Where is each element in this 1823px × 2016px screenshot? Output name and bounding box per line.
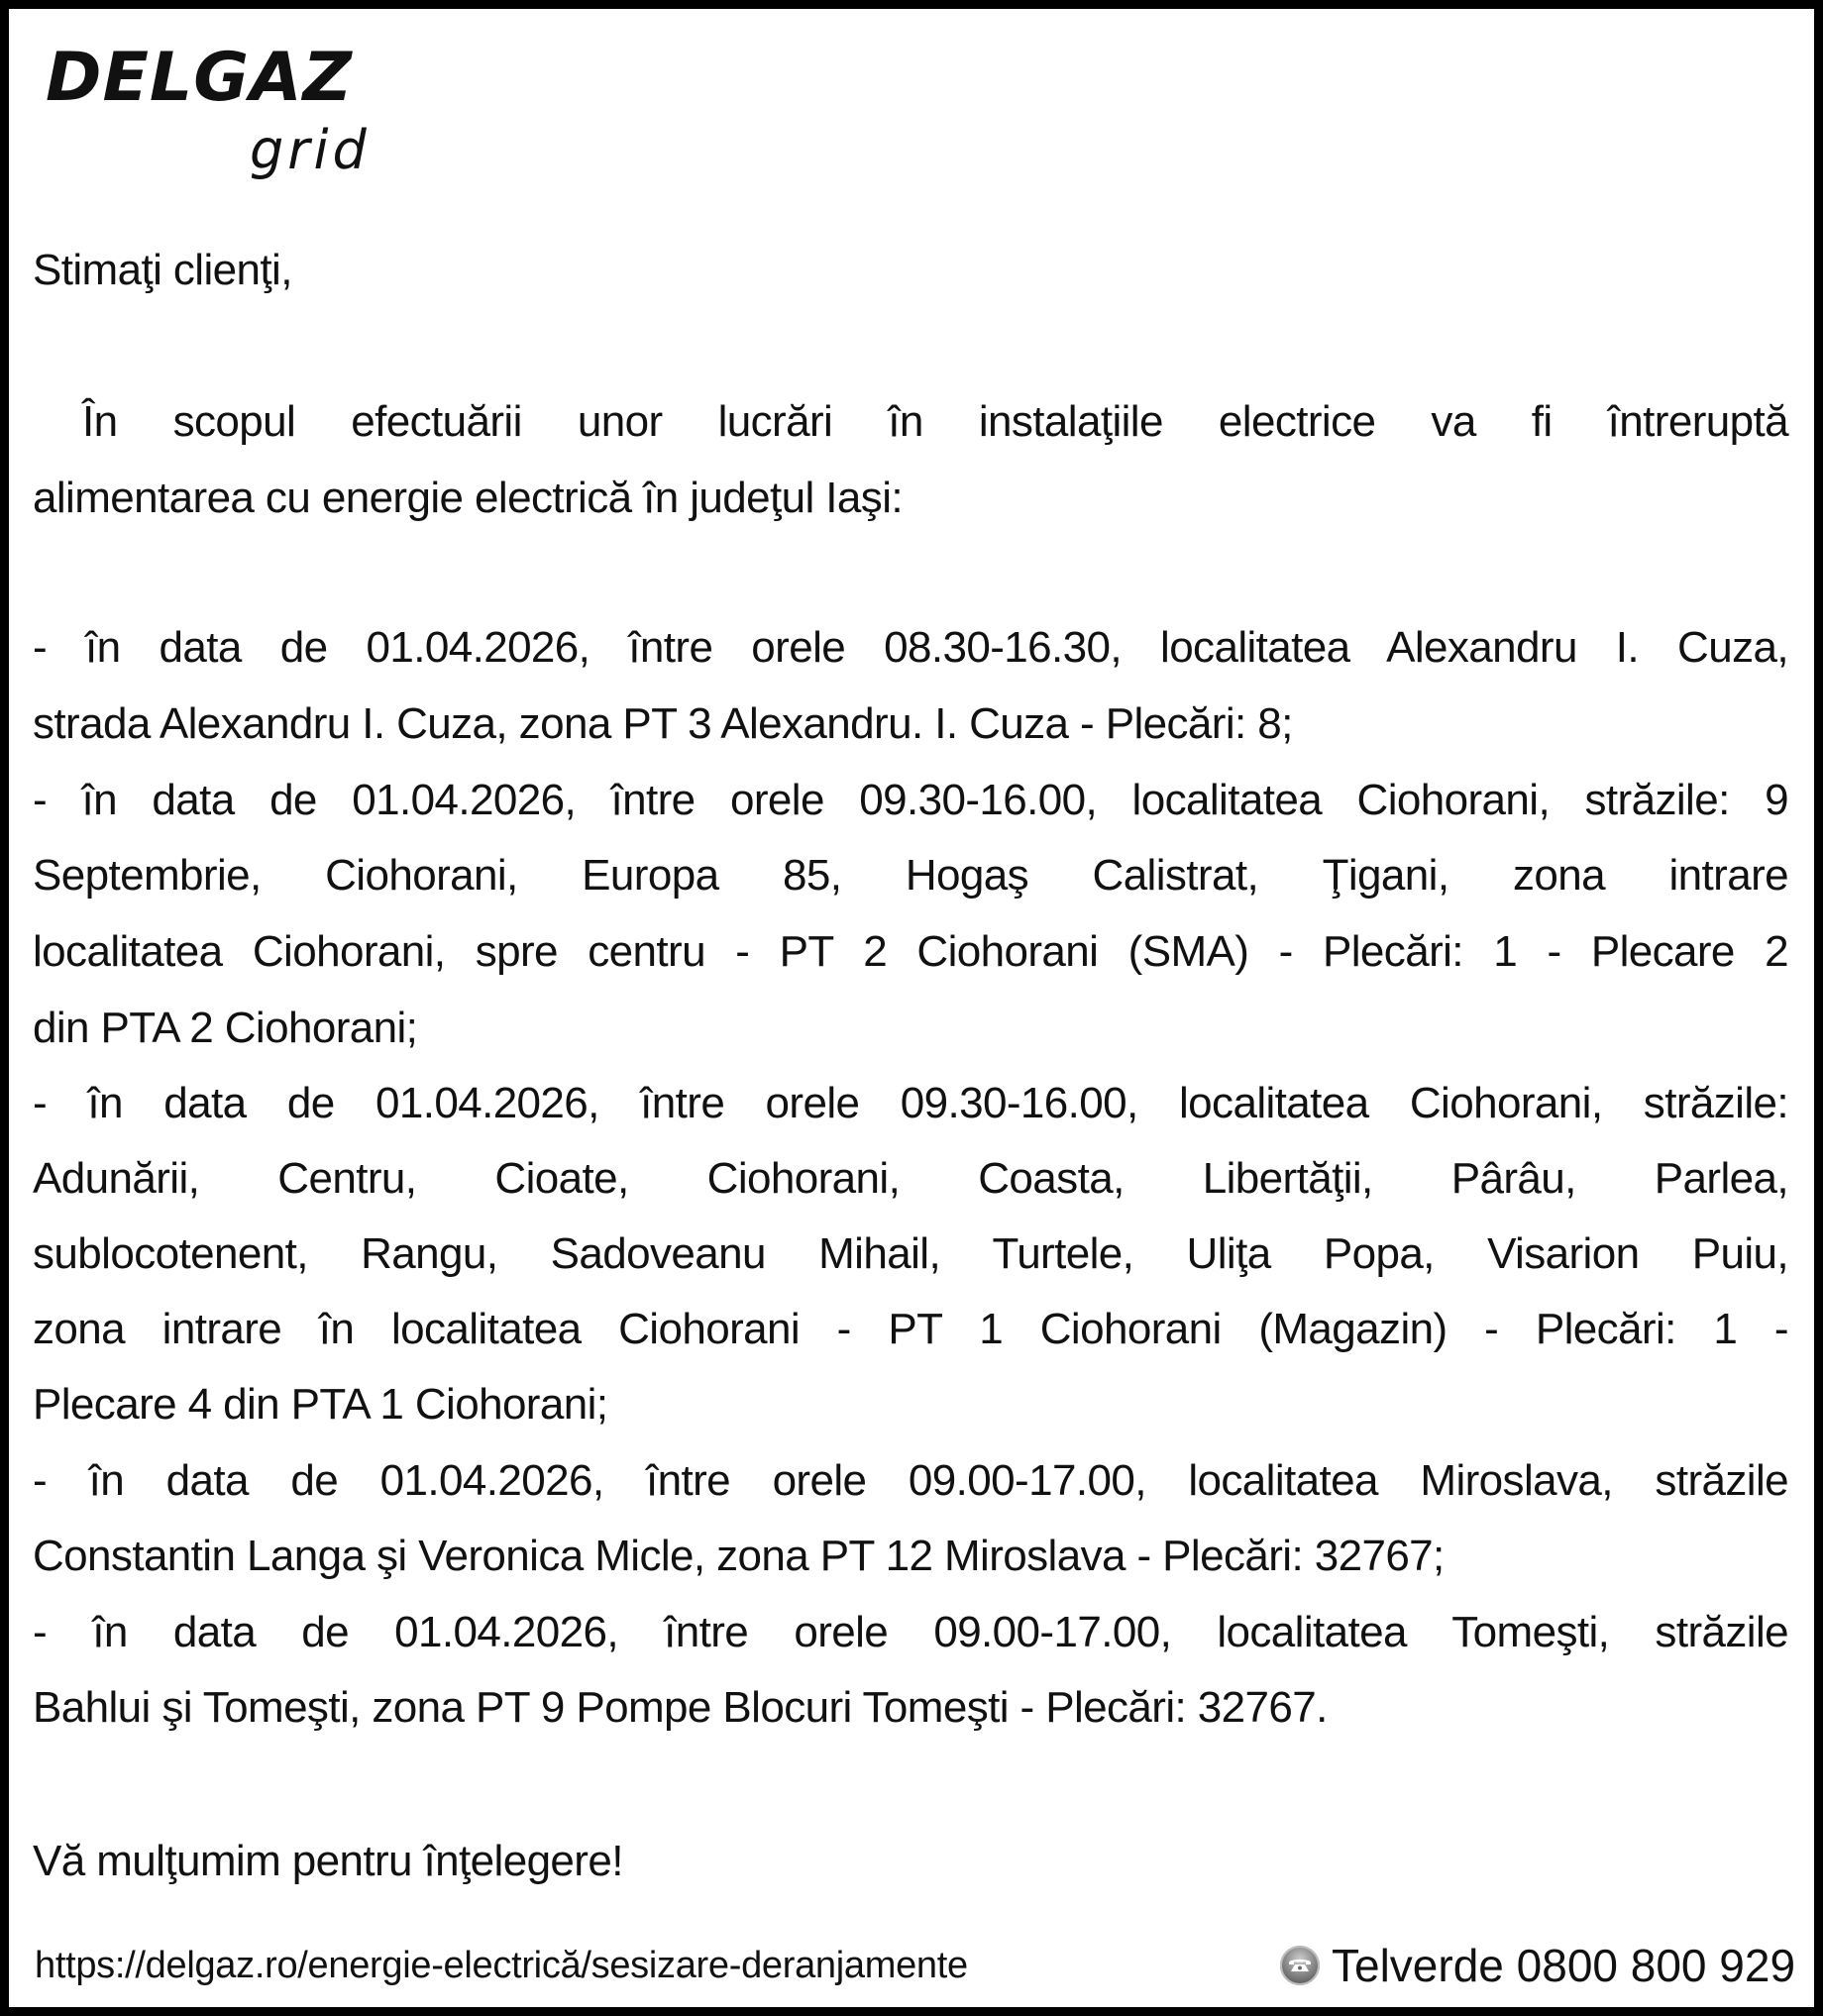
sesizare-link[interactable]: https://delgaz.ro/energie-electrică/sesizare-deranjamente <box>35 1945 968 1986</box>
notice-line: Adunării, Centru, Cioate, Ciohorani, Coasta, Libertăţii, Pârâu, Parlea, <box>33 1154 1788 1203</box>
notice-line: localitatea Ciohorani, spre centru - PT 2 Ciohorani (SMA) - Plecări: 1 - Plecare 2 <box>33 927 1788 976</box>
notice-line: Plecare 4 din PTA 1 Ciohorani; <box>33 1380 608 1429</box>
delgaz-logo <box>46 39 353 117</box>
logo-sub-text: grid <box>250 119 371 181</box>
notice-line: Constantin Langa şi Veronica Micle, zona PT 12 Miroslava - Plecări: 32767; <box>33 1532 1445 1580</box>
intro-line: În scopul efectuării unor lucrări în instalaţiile electrice va fi întreruptă <box>82 397 1788 446</box>
notice-line: - în data de 01.04.2026, între orele 09.30-16.00, localitatea Ciohorani, străzile: 9 <box>33 776 1788 824</box>
closing-text: Vă mulţumim pentru înţelegere! <box>33 1837 623 1885</box>
logo-brand-text: DELGAZ <box>46 39 353 117</box>
telephone-icon <box>1280 1946 1320 1985</box>
notice-line: Bahlui şi Tomeşti, zona PT 9 Pompe Blocuri Tomeşti - Plecări: 32767. <box>33 1683 1328 1732</box>
intro-line: alimentarea cu energie electrică în judeţul Iaşi: <box>33 474 903 522</box>
telverde-contact[interactable] <box>1280 1942 1795 1989</box>
notice-line: - în data de 01.04.2026, între orele 09.00-17.00, localitatea Tomeşti, străzile <box>33 1608 1788 1656</box>
telverde-number: Telverde 0800 800 929 <box>1332 1940 1796 1991</box>
notice-line: din PTA 2 Ciohorani; <box>33 1004 418 1052</box>
notice-line: - în data de 01.04.2026, între orele 08.30-16.30, localitatea Alexandru I. Cuza, <box>33 623 1788 672</box>
notice-line: sublocotenent, Rangu, Sadoveanu Mihail, Turtele, Uliţa Popa, Visarion Puiu, <box>33 1229 1788 1278</box>
notice-line: - în data de 01.04.2026, între orele 09.00-17.00, localitatea Miroslava, străzile <box>33 1456 1788 1505</box>
notice-line: Septembrie, Ciohorani, Europa 85, Hogaş Calistrat, Ţigani, zona intrare <box>33 851 1788 900</box>
notice-line: strada Alexandru I. Cuza, zona PT 3 Alexandru. I. Cuza - Plecări: 8; <box>33 699 1293 748</box>
notice-line: zona intrare în localitatea Ciohorani - PT 1 Ciohorani (Magazin) - Plecări: 1 - <box>33 1305 1788 1353</box>
greeting: Stimaţi clienţi, <box>33 246 292 294</box>
notice-line: - în data de 01.04.2026, între orele 09.30-16.00, localitatea Ciohorani, străzile: <box>33 1079 1788 1127</box>
